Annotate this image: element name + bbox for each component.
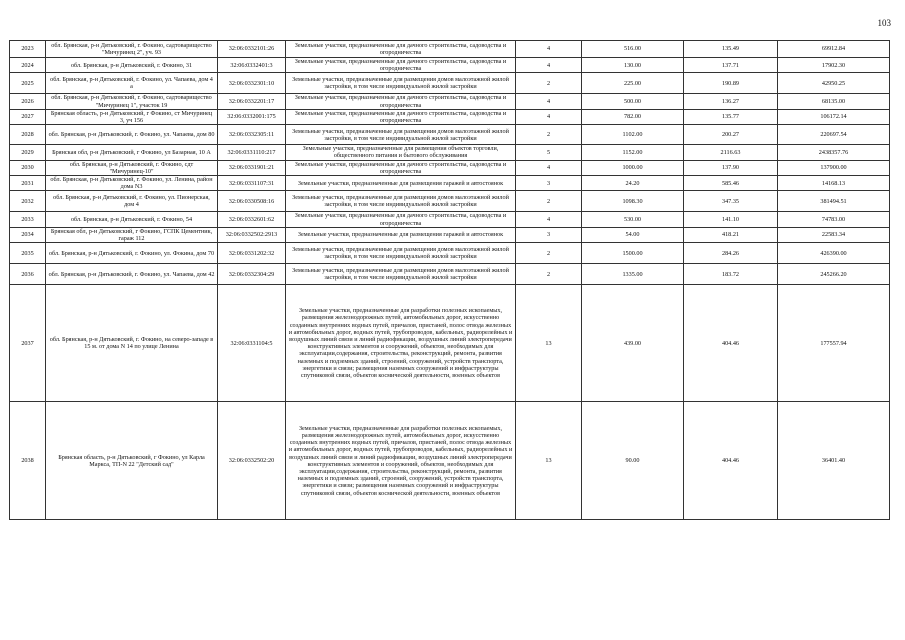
row-land-use: Земельные участки, предназначенные для дачного строительства, садоводства и огородничества — [286, 109, 516, 124]
row-group: 3 — [516, 176, 582, 191]
row-cadastral-value: 106172.14 — [778, 109, 890, 124]
row-land-use: Земельные участки, предназначенные для размещения домов малоэтажной жилой застройки, в том числе индивидуальной жилой застройки — [286, 243, 516, 264]
row-specific-value: 183.72 — [684, 264, 778, 285]
table-row — [10, 191, 890, 212]
row-cadastral-number: 32:06:0332401:3 — [218, 58, 286, 73]
row-address: Брянская область, р-н Дятьковский, г Фокино, ул Карла Маркса, ТП-N 22 "Детский сад" — [46, 402, 218, 520]
row-number: 2030 — [10, 160, 46, 175]
row-group: 2 — [516, 73, 582, 94]
page-number: 103 — [877, 18, 891, 28]
row-area: 1102.00 — [582, 125, 684, 145]
row-cadastral-number: 32:06:0332304:29 — [218, 264, 286, 285]
row-cadastral-value: 245266.20 — [778, 264, 890, 285]
row-cadastral-number: 32:06:0332001:175 — [218, 109, 286, 124]
row-group: 4 — [516, 94, 582, 109]
row-area: 439.00 — [582, 285, 684, 402]
row-cadastral-value: 42950.25 — [778, 73, 890, 94]
row-cadastral-value: 74783.00 — [778, 212, 890, 227]
row-address: обл. Брянская, р-н Дятьковский, г. Фокино, садтоварищество "Мичуринец 2", уч. 93 — [46, 41, 218, 58]
row-cadastral-value: 14168.13 — [778, 176, 890, 191]
row-number: 2038 — [10, 402, 46, 520]
row-address: Брянская обл, р-н Дятьковский, г Фокино, ул Базарная, 10 А — [46, 145, 218, 160]
row-land-use: Земельные участки, предназначенные для размещения домов малоэтажной жилой застройки, в том числе индивидуальной жилой застройки — [286, 191, 516, 212]
row-cadastral-number: 32:06:0331901:21 — [218, 160, 286, 175]
row-land-use: Земельные участки, предназначенные для разработки полезных ископаемых, размещения железнодорожных путей, автомобильных дорог, искусственно созданных внутренних водных путей, причалов, пристаней, полос отвода железных и автомобильных дорог, водных путей, трубопроводов, кабельных, радиорелейных и воздушных линий связи и линий радиофикации, воздушных линий электропередачи конструктивных элементов и сооружений, объектов, необходимых для эксплуатации,содержания, строительства, реконструкций, ремонта, развития наземных и подземных зданий, строений, сооружений, устройств транспорта, энергетики и связи; размещения наземных сооружений и инфраструктуры спутниковой связи, объектов космической деятельности, военных объектов — [286, 402, 516, 520]
row-address: обл. Брянская, р-н Дятьковский, г. Фокино, ул. Чапаева, дом 80 — [46, 125, 218, 145]
row-address: обл. Брянская, р-н Дятьковский, г. Фокино, ул. Чапаева, дом 4 а — [46, 73, 218, 94]
row-address: обл. Брянская, р-н Дятьковский, г. Фокино, 31 — [46, 58, 218, 73]
row-address: обл. Брянская, р-н Дятьковский, г. Фокино, ул. Чапаева, дом 42 — [46, 264, 218, 285]
row-number: 2023 — [10, 41, 46, 58]
row-cadastral-value: 381494.51 — [778, 191, 890, 212]
row-address: Брянская область, р-н Дятьковский, г Фокино, ст Мичуринец 3, уч 156 — [46, 109, 218, 124]
table-row — [10, 145, 890, 160]
table-row — [10, 109, 890, 124]
row-area: 782.00 — [582, 109, 684, 124]
table-row — [10, 125, 890, 145]
row-area: 1098.30 — [582, 191, 684, 212]
row-specific-value: 200.27 — [684, 125, 778, 145]
row-group: 5 — [516, 145, 582, 160]
row-cadastral-value: 69912.84 — [778, 41, 890, 58]
row-cadastral-number: 32:06:0332201:17 — [218, 94, 286, 109]
row-cadastral-number: 32:06:0332601:62 — [218, 212, 286, 227]
row-group: 2 — [516, 191, 582, 212]
row-cadastral-number: 32:06:0331110:217 — [218, 145, 286, 160]
row-specific-value: 137.90 — [684, 160, 778, 175]
row-land-use: Земельные участки, предназначенные для дачного строительства, садоводства и огородничества — [286, 41, 516, 58]
row-area: 1000.00 — [582, 160, 684, 175]
row-number: 2028 — [10, 125, 46, 145]
table-row — [10, 58, 890, 73]
row-address: обл. Брянская, р-н Дятьковский, г. Фокино, ул. Ленина, район дома N3 — [46, 176, 218, 191]
table-row — [10, 73, 890, 94]
row-specific-value: 347.35 — [684, 191, 778, 212]
row-area: 54.00 — [582, 227, 684, 242]
row-group: 3 — [516, 227, 582, 242]
row-number: 2026 — [10, 94, 46, 109]
table-row — [10, 243, 890, 264]
row-cadastral-value: 22583.34 — [778, 227, 890, 242]
row-number: 2025 — [10, 73, 46, 94]
table-row — [10, 176, 890, 191]
row-cadastral-value: 177557.94 — [778, 285, 890, 402]
row-specific-value: 2116.63 — [684, 145, 778, 160]
row-land-use: Земельные участки, предназначенные для размещения объектов торговли, общественного питания и бытового обслуживания — [286, 145, 516, 160]
row-specific-value: 404.46 — [684, 285, 778, 402]
row-specific-value: 418.21 — [684, 227, 778, 242]
row-address: обл. Брянская, р-н Дятьковский, г. Фокино, на северо-западе в 15 м. от дома N 14 по улице Ленина — [46, 285, 218, 402]
row-cadastral-value: 68135.00 — [778, 94, 890, 109]
row-address: обл. Брянская, р-н Дятьковский, г. Фокино, сдт "Мичуринец-10" — [46, 160, 218, 175]
row-cadastral-number: 32:06:0330508:16 — [218, 191, 286, 212]
row-land-use: Земельные участки, предназначенные для размещения домов малоэтажной жилой застройки, в том числе индивидуальной жилой застройки — [286, 264, 516, 285]
row-cadastral-number: 32:06:0332502:20 — [218, 402, 286, 520]
row-number: 2035 — [10, 243, 46, 264]
row-group: 2 — [516, 125, 582, 145]
row-cadastral-number: 32:06:0332502:2913 — [218, 227, 286, 242]
row-group: 4 — [516, 109, 582, 124]
row-specific-value: 284.26 — [684, 243, 778, 264]
table-body — [10, 41, 890, 520]
row-land-use: Земельные участки, предназначенные для размещения домов малоэтажной жилой застройки, в том числе индивидуальной жилой застройки — [286, 73, 516, 94]
row-area: 530.00 — [582, 212, 684, 227]
table-row — [10, 160, 890, 175]
row-land-use: Земельные участки, предназначенные для размещения гаражей и автостоянок — [286, 176, 516, 191]
table-row — [10, 402, 890, 520]
row-address: Брянская обл, р-н Дятьковский, г Фокино, ГСПК Цементник, гараж 112 — [46, 227, 218, 242]
row-address: обл. Брянская, р-н Дятьковский, г. Фокино, ул. Пионерская, дом 4 — [46, 191, 218, 212]
row-cadastral-number: 32:06:0332101:26 — [218, 41, 286, 58]
row-area: 1335.00 — [582, 264, 684, 285]
row-specific-value: 135.77 — [684, 109, 778, 124]
row-land-use: Земельные участки, предназначенные для дачного строительства, садоводства и огородничества — [286, 212, 516, 227]
table-row — [10, 264, 890, 285]
table-row — [10, 227, 890, 242]
row-address: обл. Брянская, р-н Дятьковский, г. Фокино, 54 — [46, 212, 218, 227]
row-area: 225.00 — [582, 73, 684, 94]
row-number: 2024 — [10, 58, 46, 73]
row-group: 4 — [516, 41, 582, 58]
row-area: 24.20 — [582, 176, 684, 191]
row-area: 516.00 — [582, 41, 684, 58]
row-number: 2036 — [10, 264, 46, 285]
row-number: 2032 — [10, 191, 46, 212]
cadastral-value-table — [9, 40, 890, 520]
row-number: 2031 — [10, 176, 46, 191]
row-area: 1500.00 — [582, 243, 684, 264]
row-group: 13 — [516, 402, 582, 520]
row-number: 2034 — [10, 227, 46, 242]
row-area: 1152.00 — [582, 145, 684, 160]
row-address: обл. Брянская, р-н Дятьковский, г. Фокино, садтоварищество "Мичуринец 1", участок 19 — [46, 94, 218, 109]
row-group: 13 — [516, 285, 582, 402]
row-specific-value: 141.10 — [684, 212, 778, 227]
row-address: обл. Брянская, р-н Дятьковский, г. Фокино, ул. Фокина, дом 70 — [46, 243, 218, 264]
row-cadastral-value: 137900.00 — [778, 160, 890, 175]
row-land-use: Земельные участки, предназначенные для дачного строительства, садоводства и огородничества — [286, 58, 516, 73]
row-specific-value: 137.71 — [684, 58, 778, 73]
row-cadastral-number: 32:06:0331104:5 — [218, 285, 286, 402]
row-cadastral-number: 32:06:0331107:31 — [218, 176, 286, 191]
row-group: 2 — [516, 243, 582, 264]
row-cadastral-value: 220697.54 — [778, 125, 890, 145]
table-row — [10, 212, 890, 227]
row-group: 4 — [516, 212, 582, 227]
row-number: 2027 — [10, 109, 46, 124]
row-cadastral-number: 32:06:0332305:11 — [218, 125, 286, 145]
row-cadastral-value: 17902.30 — [778, 58, 890, 73]
row-land-use: Земельные участки, предназначенные для размещения домов малоэтажной жилой застройки, в том числе индивидуальной жилой застройки — [286, 125, 516, 145]
row-group: 2 — [516, 264, 582, 285]
row-group: 4 — [516, 160, 582, 175]
row-specific-value: 136.27 — [684, 94, 778, 109]
row-cadastral-value: 36401.40 — [778, 402, 890, 520]
row-cadastral-value: 2438357.76 — [778, 145, 890, 160]
row-number: 2037 — [10, 285, 46, 402]
row-specific-value: 404.46 — [684, 402, 778, 520]
row-land-use: Земельные участки, предназначенные для разработки полезных ископаемых, размещения железнодорожных путей, автомобильных дорог, искусственно созданных внутренних водных путей, причалов, пристаней, полос отвода железных и автомобильных дорог, водных путей, трубопроводов, кабельных, радиорелейных и воздушных линий связи и линий радиофикации, воздушных линий электропередачи конструктивных элементов и сооружений, объектов, необходимых для эксплуатации,содержания, строительства, реконструкций, ремонта, развития наземных и подземных зданий, строений, сооружений, устройств транспорта, энергетики и связи; размещения наземных сооружений и инфраструктуры спутниковой связи, объектов космической деятельности, военных объектов — [286, 285, 516, 402]
row-cadastral-number: 32:06:0331202:32 — [218, 243, 286, 264]
row-specific-value: 585.46 — [684, 176, 778, 191]
table-row — [10, 285, 890, 402]
row-group: 4 — [516, 58, 582, 73]
row-specific-value: 190.89 — [684, 73, 778, 94]
table-row — [10, 41, 890, 58]
row-number: 2029 — [10, 145, 46, 160]
table-row — [10, 94, 890, 109]
row-cadastral-number: 32:06:0332301:10 — [218, 73, 286, 94]
row-land-use: Земельные участки, предназначенные для дачного строительства, садоводства и огородничества — [286, 94, 516, 109]
row-area: 130.00 — [582, 58, 684, 73]
row-cadastral-value: 426390.00 — [778, 243, 890, 264]
row-number: 2033 — [10, 212, 46, 227]
row-area: 90.00 — [582, 402, 684, 520]
row-land-use: Земельные участки, предназначенные для размещения гаражей и автостоянок — [286, 227, 516, 242]
row-land-use: Земельные участки, предназначенные для дачного строительства, садоводства и огородничества — [286, 160, 516, 175]
row-area: 500.00 — [582, 94, 684, 109]
row-specific-value: 135.49 — [684, 41, 778, 58]
